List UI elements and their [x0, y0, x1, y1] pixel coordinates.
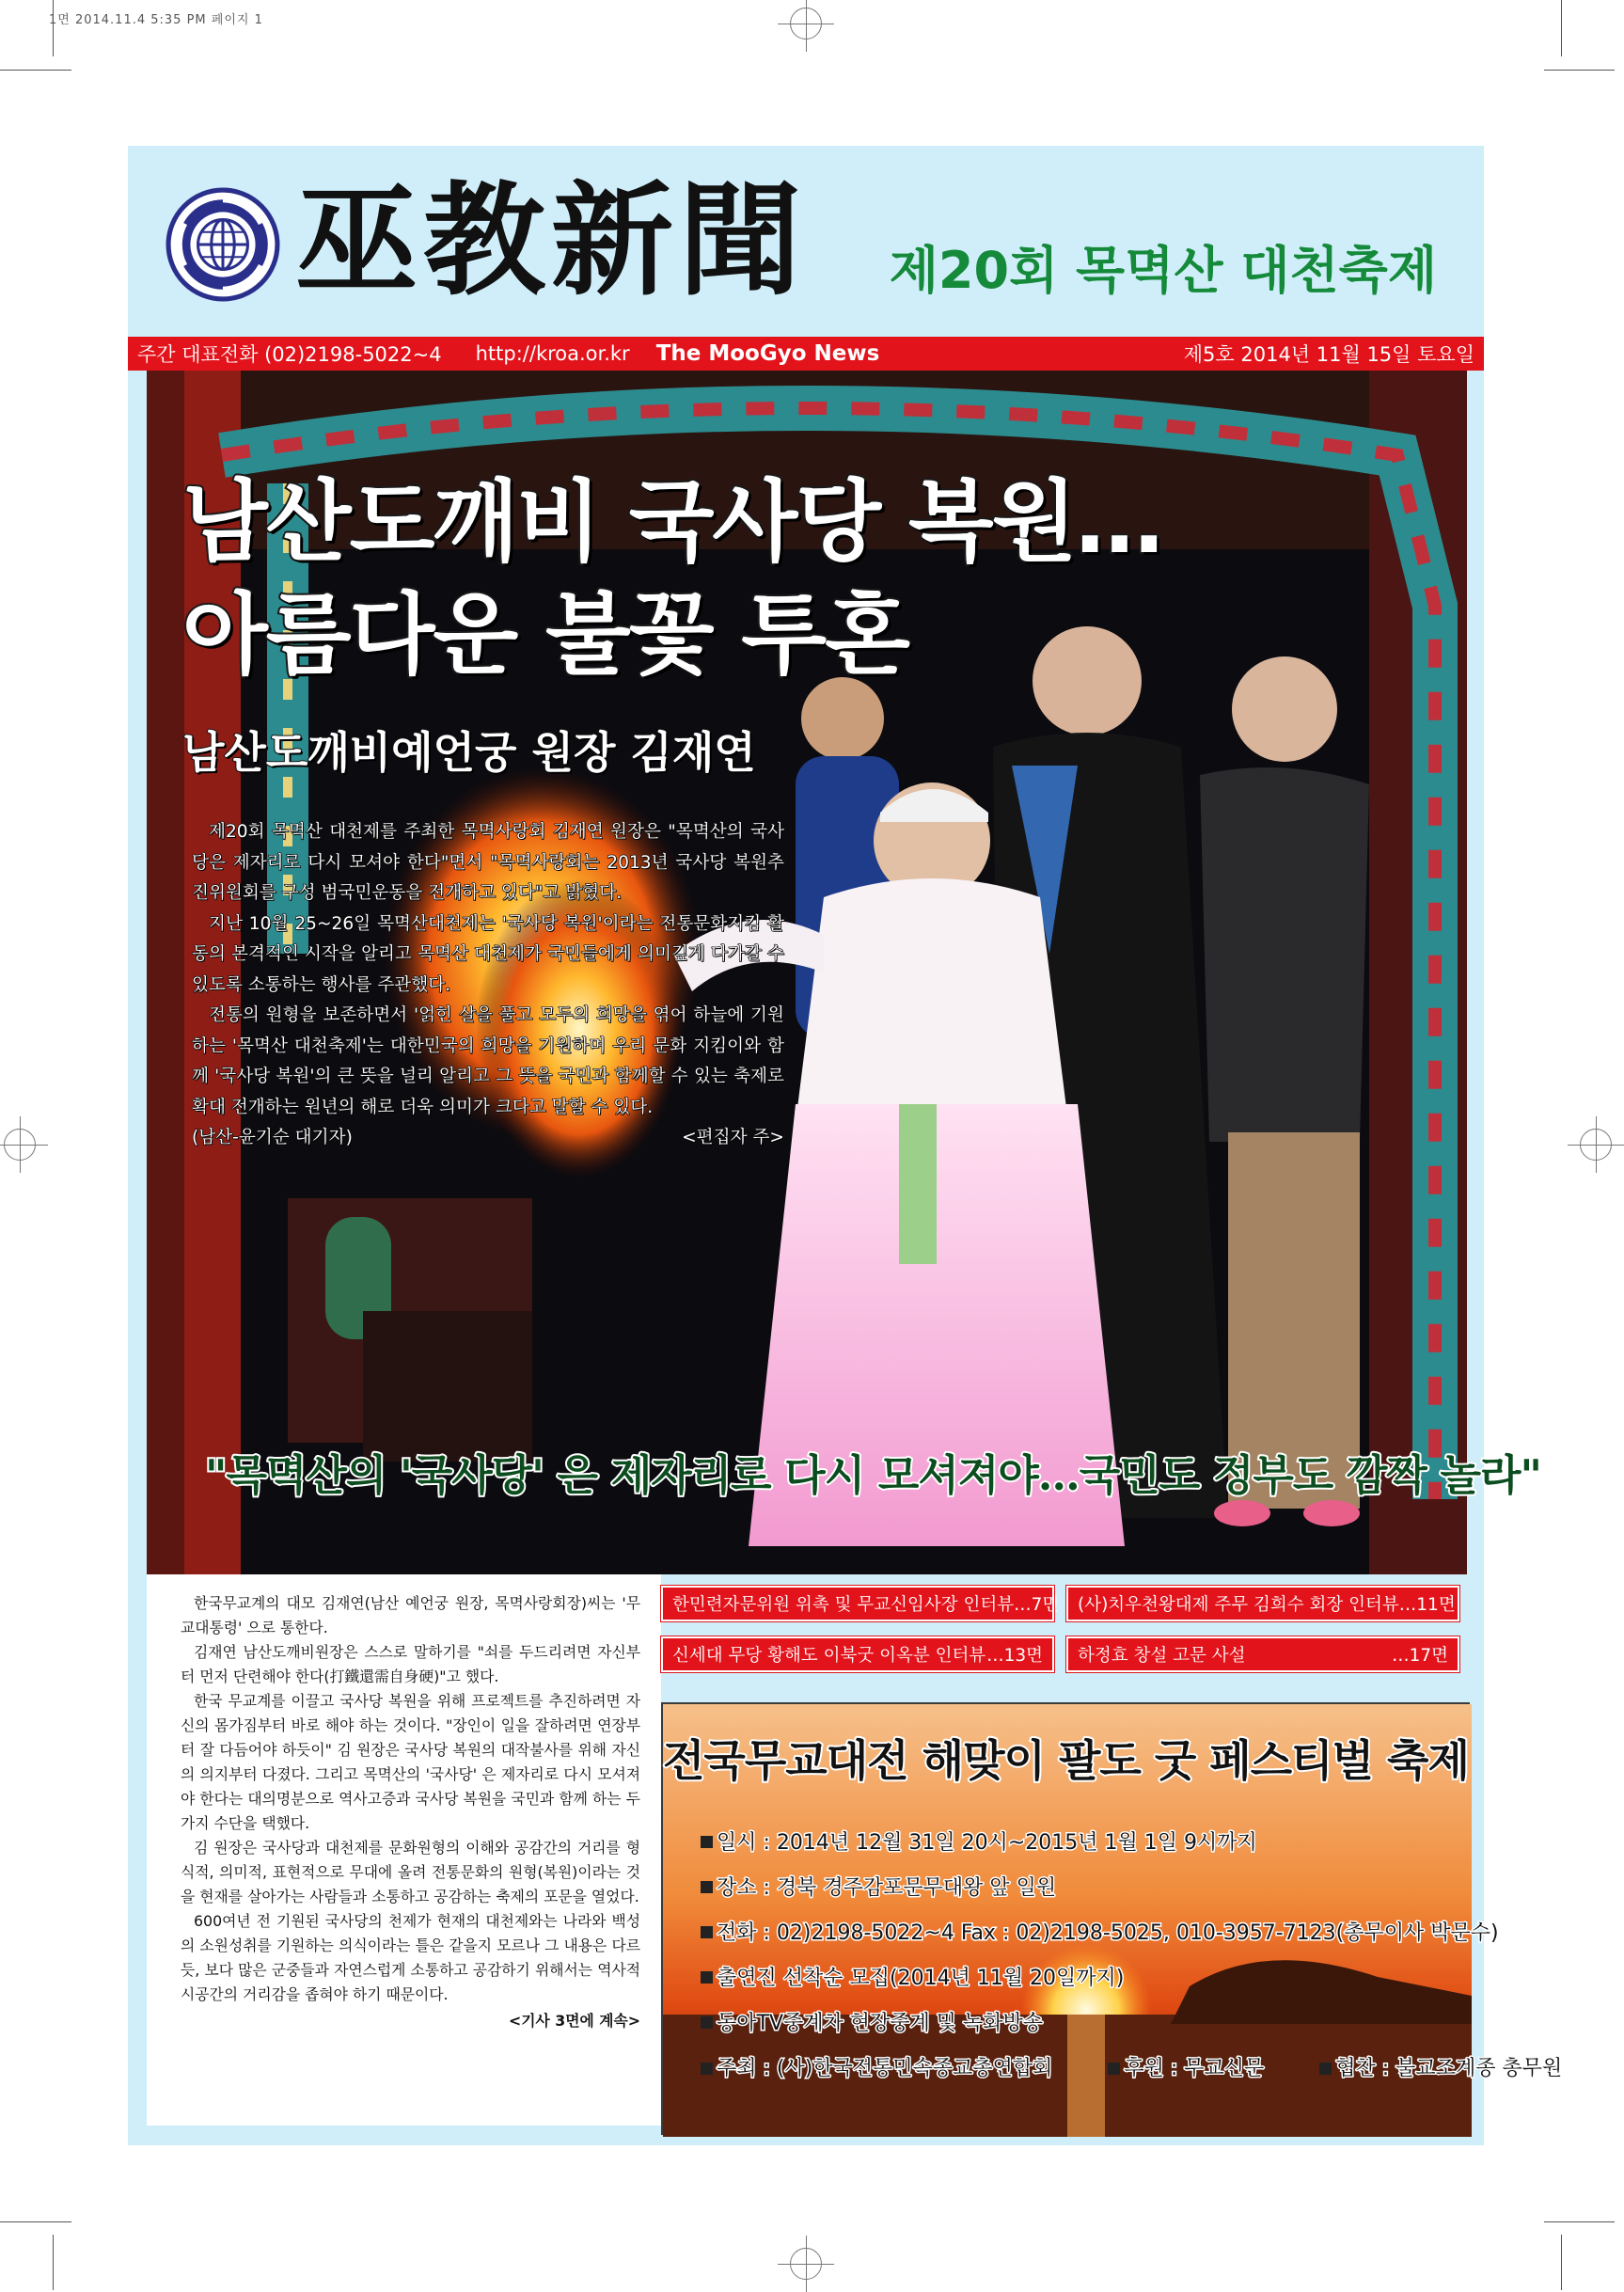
article-paragraph: 한국 무교계를 이끌고 국사당 복원을 위해 프로젝트를 추진하려면 자신의 몸가짐부터 바로 해야 하는 것이다. "장인이 일을 잘하려면 연장부터 잘 다듬어야 하듯이" 김 원장은 국사당 복원의 대작불사를 위해 자신의 의지부터 다졌다. 그리고 목멱산의 '국사당' 은 제자리로 다시 모셔져야 한다는 대의명분으로 역사고증과 국사당 복원을 국민과 함께 하는 두 가지 수단을 택했다. [181, 1692, 640, 1832]
festival-advertisement [661, 1702, 1563, 2135]
ad-detail-line: 전화 : 02)2198-5022~4 Fax : 02)2198-5025, 010-3957-7123(총무이사 박문수) [701, 1917, 1499, 1946]
editor-note: <편집자 주> [682, 1128, 784, 1147]
print-slug: 1면 2014.11.4 5:35 PM 페이지 1 [49, 13, 263, 27]
byline: (남산-윤기순 대기자) [192, 1128, 353, 1147]
continued-note[interactable]: <기사 3면에 계속> [508, 2012, 640, 2030]
intro-paragraph: 전통의 원형을 보존하면서 '얽힌 살을 풀고 모두의 희망을 엮어 하늘에 기원하는 '목멱산 대천축제'는 대한민국의 희망을 기원하며 우리 문화 지킴이와 함께 '국사당 복원'의 큰 뜻을 널리 알리고 그 뜻을 국민과 함께할 수 있는 축제로 확대 전개하는 원년의 해로 더욱 의미가 크다고 말할 수 있다. [192, 1005, 784, 1117]
index-label: 하정효 창설 고문 사설 [1078, 1646, 1246, 1666]
registration-mark-right [1580, 1129, 1612, 1161]
article-paragraph: 600여년 전 기원된 국사당의 천제가 현재의 대천제와는 나라와 백성의 소원성취를 기원하는 의식이라는 틀은 같을지 모르나 그 내용은 다르듯, 보다 많은 군중들과 자연스럽게 소통하고 공감하기 위해서는 역사적 시공간의 거리감을 좁혀야 하기 때문이다. [181, 1912, 640, 2003]
telephone-text: 주간 대표전화 (02)2198-5022~4 [137, 343, 442, 366]
article-column [147, 1574, 661, 2126]
index-item[interactable] [1066, 1586, 1459, 1621]
festival-title: 제20회 목멱산 대천축제 [889, 241, 1437, 300]
info-bar [128, 337, 1484, 371]
subheadline: 남산도깨비예언궁 원장 김재연 [182, 727, 756, 778]
front-page [128, 146, 1563, 2145]
registration-mark-bottom [790, 2248, 822, 2280]
intro-paragraph: 제20회 목멱산 대천제를 주최한 목멱사랑회 김재연 원장은 "목멱산의 국사당은 제자리로 다시 모셔야 한다"면서 "목멱사랑회는 2013년 국사당 복원추진위원회를 구성 범국민운동을 전개하고 있다"고 밝혔다. [192, 822, 784, 903]
intro-paragraph: 지난 10월 25~26일 목멱산대천제는 '국사당 복원'이라는 전통문화지킴 활동의 본격적인 시작을 알리고 목멱산 대천제가 국민들에게 의미깊게 다가갈 수 있도록 소통하는 행사를 주관했다. [192, 913, 784, 995]
paper-english-name: The MooGyo News [655, 341, 880, 366]
ad-detail-line: 일시 : 2014년 12월 31일 20시~2015년 1월 1일 9시까지 [701, 1826, 1257, 1856]
emblem-icon [166, 187, 280, 302]
index-label: 신세대 무당 황해도 이북굿 이옥분 인터뷰 [672, 1646, 986, 1666]
masthead [128, 146, 1484, 337]
ad-detail-line: 출연진 선착순 모집(2014년 11월 20일까지) [701, 1962, 1124, 1991]
headline-line-1: 남산도깨비 국사당 복원… [182, 471, 1162, 574]
sponsor-partner: 협찬 : 불교조계종 총무원 [1319, 2057, 1586, 2080]
index-item[interactable] [1066, 1636, 1459, 1672]
index-label: 한민련자문위원 위촉 및 무교신임사장 인터뷰 [672, 1595, 1015, 1615]
registration-mark-left [4, 1129, 36, 1161]
index-label: (사)치우천왕대제 주무 김희수 회장 인터뷰 [1078, 1595, 1399, 1615]
index-page: …7면 [1014, 1595, 1060, 1615]
issue-date: 제5호 2014년 11월 15일 토요일 [1183, 343, 1474, 366]
ad-detail-line: 동아TV중계차 현장중계 및 녹화방송 [701, 2007, 1043, 2036]
article-paragraph: 한국무교계의 대모 김재연(남산 예언궁 원장, 목멱사랑회장)씨는 '무교대통령' 으로 통한다. [181, 1594, 640, 1636]
hero-photo-section [147, 371, 1541, 1574]
website-link[interactable]: http://kroa.or.kr [475, 342, 630, 365]
newspaper-logo-title: 巫教新聞 [295, 168, 808, 312]
headline-line-2: 아름다운 불꽃 투혼 [182, 584, 908, 687]
sponsor-support: 후원 : 무교신문 [1108, 2057, 1288, 2080]
index-item[interactable] [661, 1636, 1054, 1672]
ad-sponsors [701, 2052, 1611, 2081]
index-page: …11면 [1398, 1595, 1456, 1615]
registration-mark-top [790, 8, 822, 40]
index-item[interactable] [661, 1586, 1060, 1621]
ad-detail-line: 장소 : 경북 경주감포문무대왕 앞 일원 [701, 1872, 1056, 1901]
article-paragraph: 김 원장은 국사당과 대천제를 문화원형의 이해와 공감간의 거리를 형식적, 의미적, 표현적으로 무대에 올려 전통문화의 원형(복원)이라는 것을 현재를 살아가는 사람들과 소통하고 공감하는 축제의 포문을 열었다. [181, 1839, 640, 1905]
sponsor-host: 주최 : (사)한국전통민속종교총연합회 [701, 2057, 1077, 2080]
article-paragraph: 김재연 남산도깨비원장은 스스로 말하기를 "쇠를 두드리려면 자신부터 먼저 단련해야 한다(打鐵還需自身硬)"고 했다. [181, 1643, 640, 1685]
ad-title: 전국무교대전 해맞이 팔도 굿 페스티벌 축제 [663, 1735, 1469, 1786]
index-page: …17면 [1392, 1646, 1448, 1666]
intro-credit-line [192, 1123, 784, 1154]
pull-quote: "목멱산의 '국사당' 은 제자리로 다시 모셔져야…국민도 정부도 깜짝 놀라" [205, 1450, 1541, 1500]
intro-text [192, 817, 784, 1154]
index-page: …13면 [986, 1646, 1043, 1666]
